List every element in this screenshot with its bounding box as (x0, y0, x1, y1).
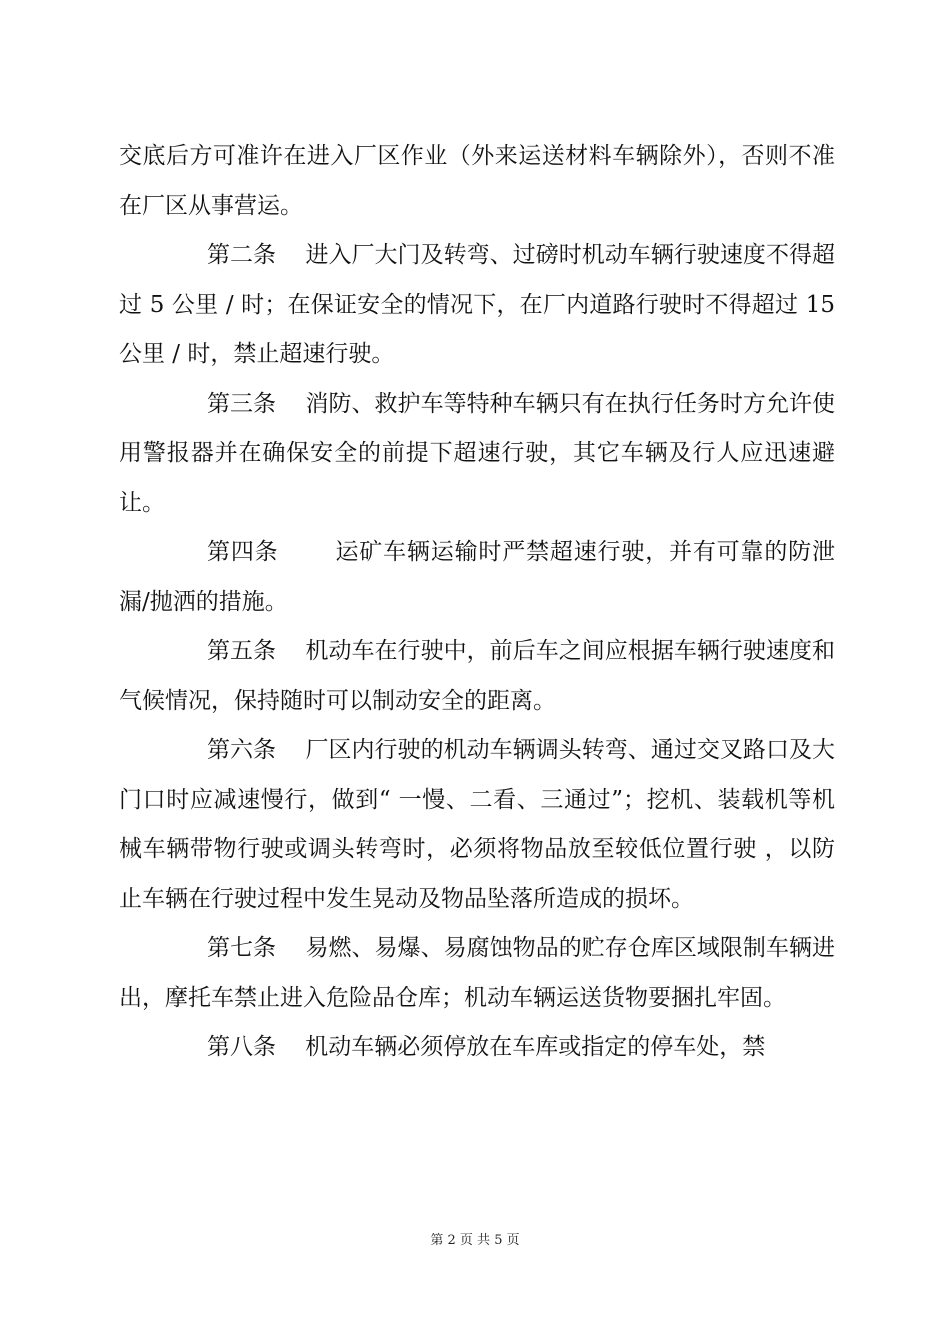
article-gap (276, 1034, 305, 1060)
article-gap (276, 638, 305, 664)
paragraph (119, 231, 843, 380)
paragraph-text: 厂区内行驶的机动车辆调头转弯、通过交叉路口及大门口时应减速慢行，做到“ 一慢、二看、三通过”；挖机、装载机等机械车辆带物行驶或调头转弯时，必须将物品放至较低位置行驶 ，以防止车辆在行驶过程中发生晃动及物品坠落所造成的损坏。 (119, 737, 836, 912)
paragraph-text: 机动车辆必须停放在车库或指定的停车处，禁 (305, 1034, 766, 1060)
paragraph-text: 交底后方可准许在进入厂区作业（外来运送材料车辆除外），否则不准在厂区从事营运。 (119, 143, 835, 219)
article-number: 第七条 (207, 935, 277, 961)
article-number: 第三条 (207, 390, 277, 417)
paragraph (119, 528, 835, 627)
paragraph (119, 627, 835, 726)
article-gap (276, 391, 305, 417)
page-footer: 第 2 页 共 5 页 (430, 1233, 520, 1248)
article-number: 第六条 (207, 737, 277, 763)
paragraph (119, 924, 835, 1023)
paragraph-text: 易燃、易爆、易腐蚀物品的贮存仓库区域限制车辆进出，摩托车禁止进入危险品仓库；机动车辆运送货物要捆扎牢固。 (119, 935, 836, 1011)
paragraph-text: 运矿车辆运输时严禁超速行驶，并有可靠的防泄漏/抛洒的措施。 (119, 539, 835, 615)
article-gap (276, 242, 305, 268)
paragraph-text: 进入厂大门及转弯、过磅时机动车辆行驶速度不得超过 5 公里 / 时；在保证安全的情况下，在厂内道路行驶时不得超过 15 公里 / 时，禁止超速行驶。 (119, 242, 843, 367)
paragraph (119, 1023, 835, 1073)
paragraph (119, 132, 835, 231)
article-number: 第二条 (207, 242, 277, 268)
paragraph-text: 机动车在行驶中，前后车之间应根据车辆行驶速度和气候情况，保持随时可以制动安全的距离。 (119, 638, 836, 714)
article-gap (278, 539, 335, 565)
paragraph (119, 726, 835, 924)
document-body (119, 132, 843, 1073)
article-number: 第八条 (207, 1034, 276, 1060)
article-gap (276, 935, 305, 961)
article-number: 第五条 (207, 638, 277, 664)
paragraph-text: 消防、救护车等特种车辆只有在执行任务时方允许使用警报器并在确保安全的前提下超速行驶，其它车辆及行人应迅速避让。 (119, 390, 836, 516)
article-number: 第四条 (207, 539, 279, 565)
article-gap (276, 737, 305, 763)
paragraph (119, 380, 835, 529)
